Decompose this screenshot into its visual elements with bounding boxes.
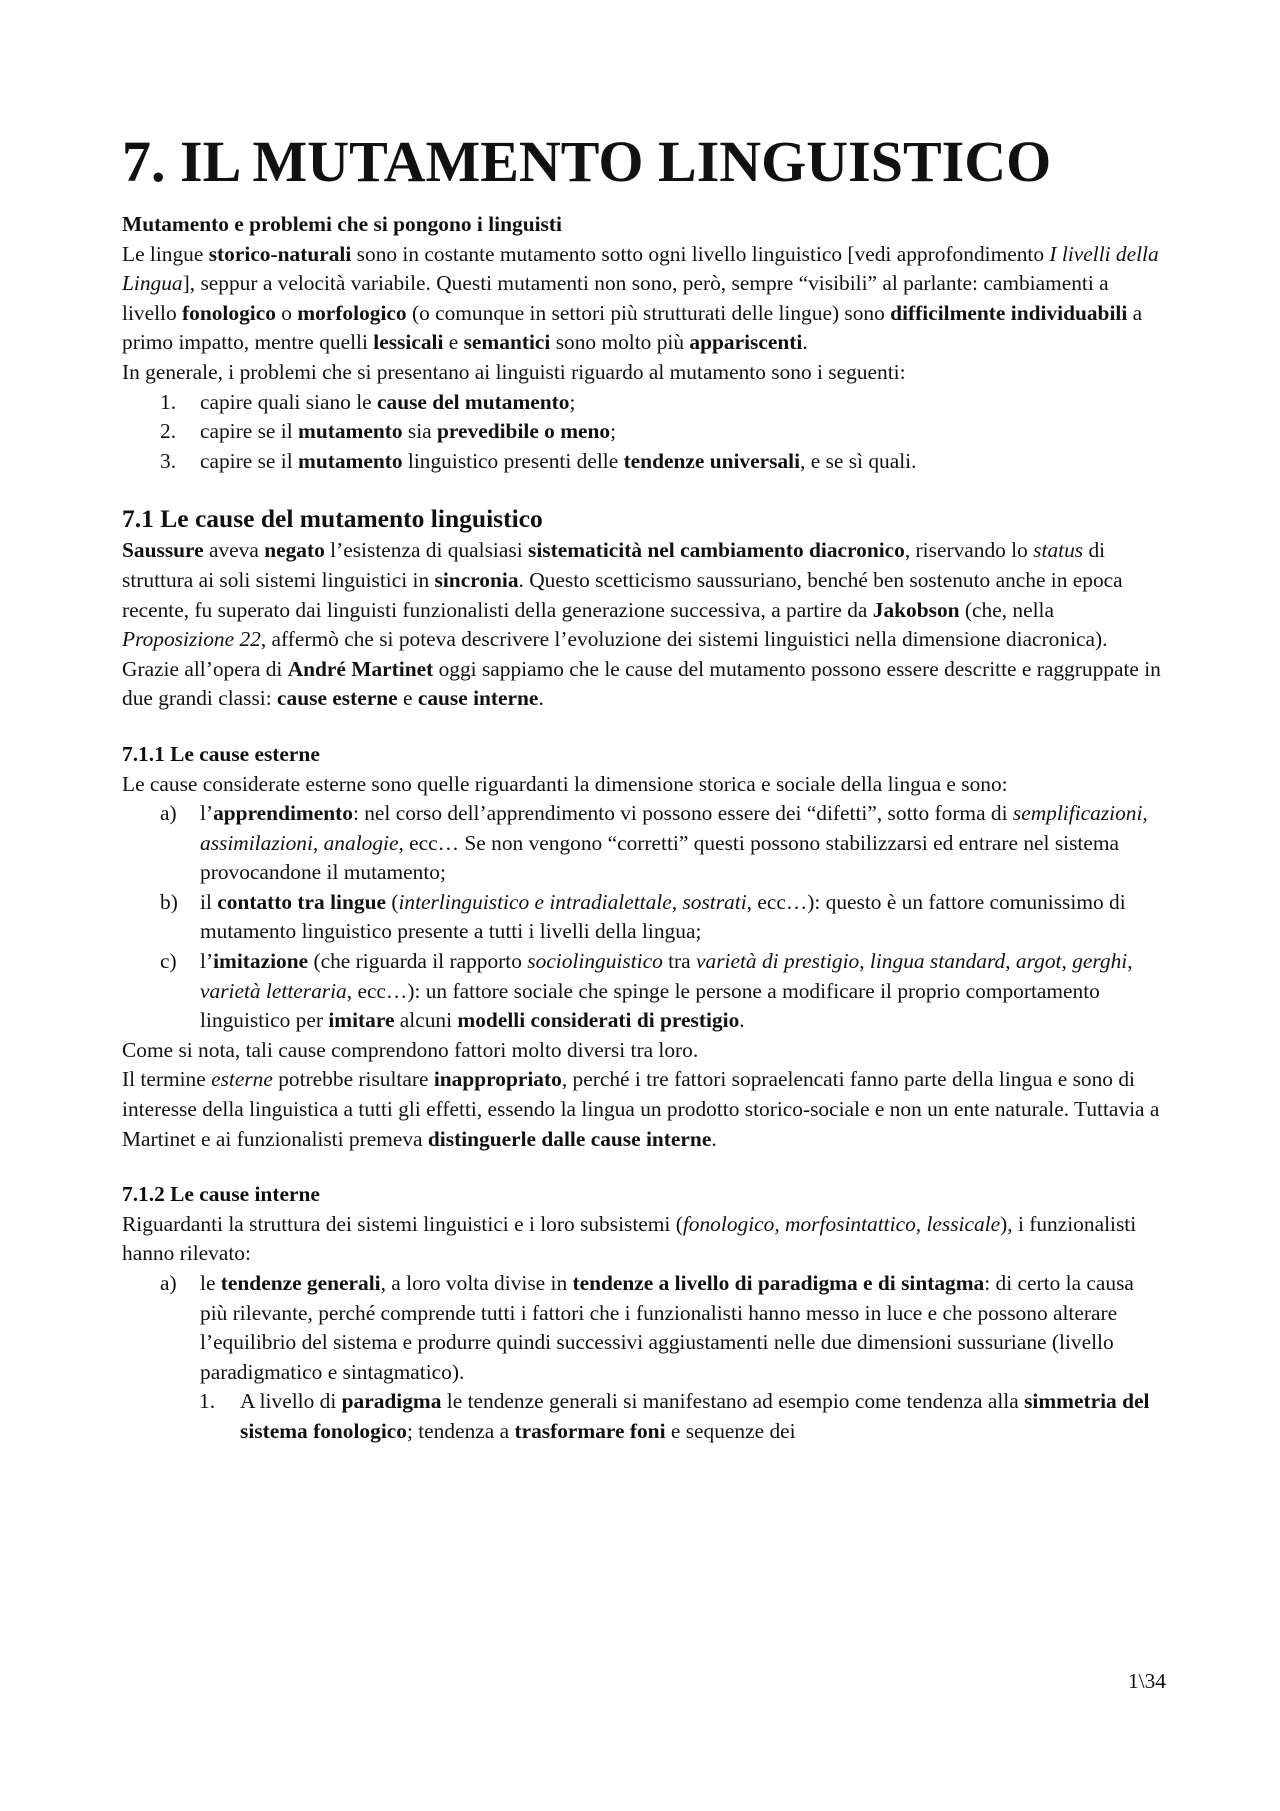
text-run: ], seppur a velocità variabile. Questi mutamenti non sono, però, sempre “visibili” al parlante: cambiamenti a livello (122, 271, 1109, 325)
text-run: ; tendenza a (406, 1418, 515, 1443)
text-run: ( (385, 889, 399, 914)
list-marker: c) (160, 949, 177, 974)
section-7-1-heading: 7.1 Le cause del mutamento linguistico (122, 504, 543, 534)
bold-text: inappropriato (433, 1067, 562, 1092)
intro-paragraph-2 (122, 358, 1162, 388)
section-7-1-2-heading: 7.1.2 Le cause interne (122, 1182, 320, 1207)
bold-text: simmetria del sistema fonologico (240, 1389, 1150, 1443)
bold-text: imitare (328, 1008, 395, 1033)
document-title: 7. IL MUTAMENTO LINGUISTICO (122, 129, 1052, 194)
text-run: capire se il (200, 419, 298, 444)
text-run: potrebbe risultare (272, 1067, 434, 1092)
bold-text: fonologico (182, 300, 276, 325)
bold-text: cause interne (417, 686, 539, 711)
text-run: : nel corso dell’apprendimento vi possono essere dei “difetti”, sotto forma di (352, 801, 1013, 826)
text-run: , ecc…): questo è un fattore comunissimo di mutamento linguistico presente a tutti i livelli della lingua; (200, 889, 1126, 944)
list-item (122, 799, 1162, 888)
bold-text: mutamento (298, 419, 403, 444)
text-run: , affermò che si poteva descrivere l’evoluzione dei sistemi linguistici nella dimensione diacronica). (260, 627, 1108, 652)
bold-text: sincronia (434, 567, 519, 592)
text-run: . Questo scetticismo saussuriano, benché ben sostenuto anche in epoca recente, fu superato dai linguisti funzionalisti della generazione successiva, a partire da (122, 567, 1123, 622)
italic-text: esterne (211, 1067, 273, 1092)
list-item-text (240, 1389, 1149, 1443)
list-item (122, 947, 1162, 1036)
bold-text: tendenze generali (220, 1271, 381, 1295)
italic-text: varietà di prestigio (696, 949, 860, 974)
text-run: , (1061, 949, 1073, 974)
list-marker: 1. (160, 389, 177, 414)
text-run: tra (662, 949, 697, 974)
bold-text: distinguerle dalle cause interne (427, 1126, 712, 1151)
section-7-1-2 (122, 1180, 1162, 1446)
list-item (122, 417, 1162, 447)
text-run: sono molto più (550, 330, 690, 355)
italic-text: semplificazioni, assimilazioni, analogie (200, 801, 1148, 855)
document-page (122, 120, 1162, 1447)
list-marker: b) (160, 889, 178, 914)
intro-heading: Mutamento e problemi che si pongono i linguisti (122, 212, 562, 236)
text-run: . (802, 330, 808, 355)
italic-text: interlinguistico e intradialettale, sostrati (398, 889, 747, 914)
bold-text: modelli considerati di prestigio (457, 1008, 740, 1033)
section-7-1-paragraph-1 (122, 536, 1162, 654)
section-7-1-1-paragraph-1 (122, 770, 1162, 800)
text-run: Le cause considerate esterne sono quelle riguardanti la dimensione storica e sociale della lingua e sono: (122, 771, 1008, 796)
text-run: (che, nella (959, 597, 1054, 622)
text-run: oggi sappiamo che le cause del mutamento possono essere descritte e raggruppate in due grandi classi: (122, 656, 1161, 711)
text-run: (o comunque in settori più strutturati delle lingue) sono (406, 300, 891, 325)
bold-text: tendenze a livello di paradigma e di sintagma (572, 1271, 985, 1295)
bold-text: storico-naturali (208, 241, 352, 266)
text-run: , a loro volta divise in (380, 1271, 573, 1295)
text-run: l’esistenza di qualsiasi (324, 538, 528, 563)
text-run: Grazie all’opera di (122, 656, 288, 681)
text-run: a primo impatto, mentre quelli (122, 300, 1143, 355)
bold-text: Saussure (122, 538, 204, 563)
section-7-1-1-paragraph-2 (122, 1036, 1162, 1066)
bold-text: negato (264, 538, 325, 563)
problems-list (122, 388, 1162, 477)
text-run: e (397, 686, 418, 711)
list-marker: a) (160, 1271, 177, 1295)
text-run: . (739, 1008, 745, 1033)
text-run: il (200, 889, 218, 914)
text-run: aveva (203, 538, 265, 563)
text-run: ), i funzionalisti hanno rilevato: (122, 1211, 1137, 1266)
italic-text: I livelli della Lingua (122, 241, 1159, 296)
italic-text: status (1033, 538, 1084, 563)
text-run: . (711, 1126, 717, 1151)
text-run: , perché i tre fattori sopraelencati fanno parte della lingua e sono di interesse della linguistica a tutti gli effetti, essendo la lingua un prodotto storico-sociale e non un ente naturale. Tuttavia a Martinet e ai funzionalisti premeva (122, 1067, 1160, 1151)
italic-text: varietà letteraria (200, 978, 347, 1003)
section-7-1-paragraph-2 (122, 655, 1162, 714)
list-marker: 1. (199, 1389, 216, 1414)
list-marker: a) (160, 801, 177, 826)
text-run: Come si nota, tali cause comprendono fattori molto diversi tra loro. (122, 1037, 699, 1062)
list-item (122, 447, 1162, 477)
bold-text: morfologico (297, 300, 407, 325)
text-run: , e se sì quali. (800, 448, 917, 473)
text-run: , ecc…): un fattore sociale che spinge le persone a modificare il proprio comportamento linguistico per (200, 978, 1100, 1033)
section-7-1-2-paragraph-1 (122, 1210, 1162, 1269)
text-run: (che riguarda il rapporto (308, 949, 528, 974)
text-run: In generale, i problemi che si presentano ai linguisti riguardo al mutamento sono i seguenti: (122, 359, 906, 384)
list-item-text (200, 390, 575, 414)
text-run: Le lingue (122, 241, 209, 266)
bold-text: trasformare foni (514, 1418, 666, 1443)
bold-text: sistematicità nel cambiamento diacronico (528, 538, 905, 563)
text-run: di struttura ai soli sistemi linguistici in (122, 538, 1106, 592)
list-item-text (200, 1271, 1134, 1384)
list-item-text (200, 801, 1148, 884)
italic-text: fonologico, morfosintattico, lessicale (682, 1211, 1001, 1236)
text-run: A livello di (240, 1389, 342, 1414)
text-run: capire quali siano le (200, 389, 377, 414)
text-run: capire se il (200, 448, 298, 473)
text-run: alcuni (394, 1008, 458, 1033)
list-item (122, 1387, 1162, 1446)
text-run: le tendenze generali si manifestano ad esempio come tendenza alla (441, 1389, 1025, 1414)
list-item (122, 888, 1162, 947)
bold-text: mutamento (298, 448, 403, 473)
bold-text: Jakobson (872, 597, 960, 622)
text-run: Riguardanti la struttura dei sistemi linguistici e i loro subsistemi ( (122, 1211, 683, 1236)
text-run: Il termine (122, 1067, 212, 1092)
section-7-1-1-heading: 7.1.1 Le cause esterne (122, 741, 320, 766)
bold-text: appariscenti (689, 330, 803, 355)
bold-text: difficilmente individuabili (890, 300, 1128, 325)
text-run: , riservando lo (904, 538, 1034, 563)
bold-text: imitazione (213, 949, 309, 974)
intro-section (122, 210, 1162, 476)
italic-text: sociolinguistico (527, 949, 663, 974)
intro-paragraph-1 (122, 240, 1162, 358)
bold-text: lessicali (373, 330, 444, 355)
section-7-1-1 (122, 740, 1162, 1154)
bold-text: tendenze universali (623, 448, 801, 473)
bold-text: André Martinet (287, 656, 434, 681)
bold-text: cause esterne (277, 686, 398, 711)
list-item-text (200, 419, 616, 443)
list-item-text (200, 890, 1126, 944)
text-run: l’ (200, 801, 214, 826)
text-run: ; (569, 389, 576, 414)
text-run: o (275, 300, 298, 325)
general-tendencies-sublist (122, 1387, 1162, 1446)
list-item (122, 1269, 1162, 1387)
external-causes-list (122, 799, 1162, 1036)
page-number: 1\34 (1127, 1669, 1166, 1693)
italic-text: lingua standard (869, 949, 1006, 974)
text-run: e sequenze dei (665, 1418, 796, 1443)
list-item (122, 388, 1162, 418)
text-run: l’ (200, 949, 214, 974)
list-marker: 3. (160, 448, 177, 473)
bold-text: semantici (463, 330, 551, 355)
bold-text: cause del mutamento (377, 389, 570, 414)
list-item-text (200, 949, 1133, 1032)
section-7-1 (122, 502, 1162, 714)
text-run: sia (402, 419, 438, 444)
text-run: , (1127, 949, 1133, 974)
italic-text: gerghi (1072, 949, 1128, 974)
text-run: e (443, 330, 464, 355)
text-run: : di certo la causa più rilevante, perché comprende tutti i fattori che i funzionalisti hanno messo in luce e che possono alterare l’equilibrio del sistema e produrre quindi successivi aggiustamenti nelle due dimensioni sussuriane (livello paradigmatico e sintagmatico). (200, 1271, 1134, 1384)
list-item-text (200, 449, 916, 473)
text-run: linguistico presenti delle (402, 448, 624, 473)
bold-text: apprendimento (213, 801, 353, 826)
text-run: ; (610, 419, 617, 444)
italic-text: Proposizione 22 (122, 627, 261, 652)
text-run: , (1005, 949, 1016, 974)
italic-text: argot (1015, 949, 1062, 974)
bold-text: contatto tra lingue (217, 889, 386, 914)
text-run: . (538, 686, 544, 711)
list-marker: 2. (160, 419, 177, 444)
text-run: , ecc… Se non vengono “corretti” questi possono stabilizzarsi ed entrare nel sistema provocandone il mutamento; (200, 830, 1119, 885)
bold-text: prevedibile o meno (437, 419, 611, 444)
text-run: le (200, 1271, 221, 1295)
bold-text: paradigma (341, 1389, 442, 1414)
text-run: , (859, 949, 870, 974)
section-7-1-1-paragraph-3 (122, 1065, 1162, 1154)
internal-causes-list (122, 1269, 1162, 1387)
text-run: sono in costante mutamento sotto ogni livello linguistico [vedi approfondimento (351, 241, 1050, 266)
